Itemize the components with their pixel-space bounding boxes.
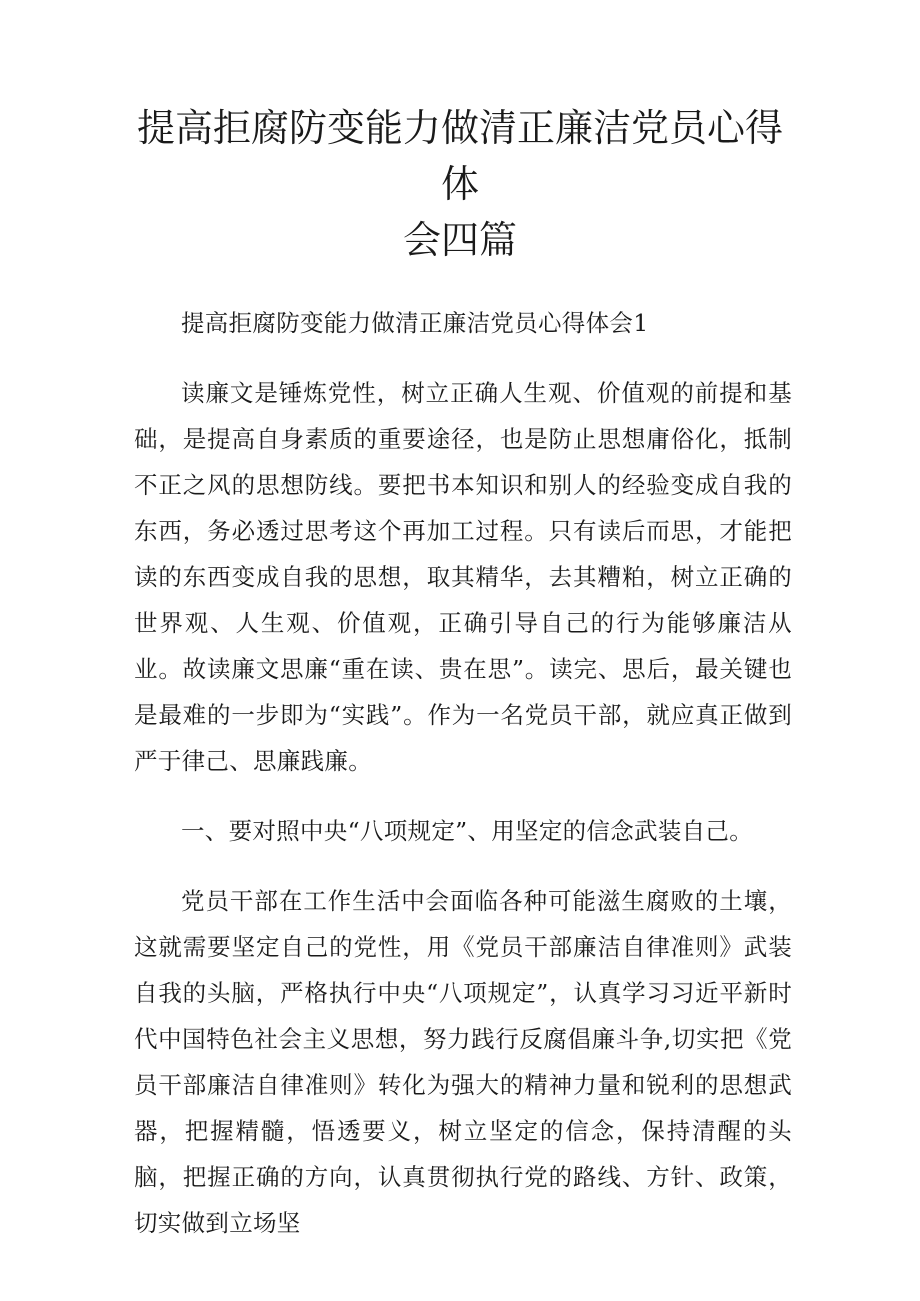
paragraph-2: 党员干部在工作生活中会面临各种可能滋生腐败的土壤，这就需要坚定自己的党性，用《党员干部廉洁自律准则》武装自我的头脑，严格执行中央“八项规定”，认真学习习近平新时代中国特色社会主义思想，努力践行反腐倡廉斗争,切实把《党员干部廉洁自律准则》转化为强大的精神力量和锐利的思想武器，把握精髓，悟透要义，树立坚定的信念，保持清醒的头脑，把握正确的方向，认真贯彻执行党的路线、方针、政策，切实做到立场坚 <box>134 887 792 1237</box>
document-body <box>134 300 792 1246</box>
document-title <box>120 100 800 268</box>
section-heading: 提高拒腐防变能力做清正廉洁党员心得体会1 <box>181 309 649 337</box>
title-line-1: 提高拒腐防变能力做清正廉洁党员心得体 <box>136 106 783 206</box>
title-line-2: 会四篇 <box>402 218 517 262</box>
point-1-heading: 一、要对照中央“八项规定”、用坚定的信念武装自己。 <box>181 817 754 845</box>
paragraph-1: 读廉文是锤炼党性，树立正确人生观、价值观的前提和基础，是提高自身素质的重要途径，也是防止思想庸俗化，抵制不正之风的思想防线。要把书本知识和别人的经验变成自我的东西，务必透过思考这个再加工过程。只有读后而思，才能把读的东西变成自我的思想，取其精华，去其糟粕，树立正确的世界观、人生观、价值观，正确引导自己的行为能够廉洁从业。故读廉文思廉“重在读、贵在思”。读完、思后，最关键也是最难的一步即为“实践”。作为一名党员干部，就应真正做到严于律己、思廉践廉。 <box>134 379 792 775</box>
